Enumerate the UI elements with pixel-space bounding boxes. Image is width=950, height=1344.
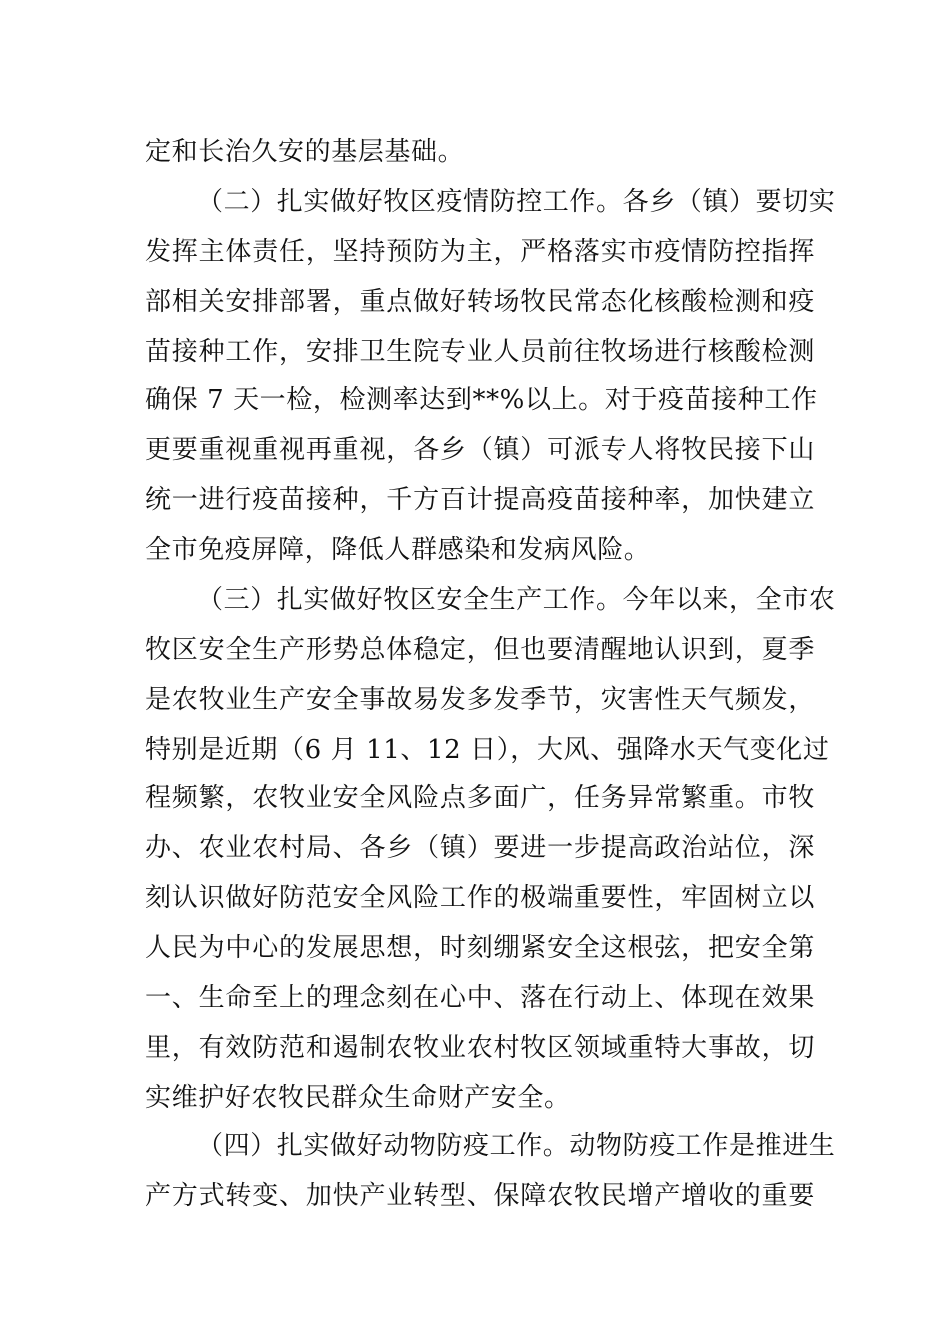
text-line-1: 定和长治久安的基层基础。 bbox=[145, 137, 465, 167]
text-line-16: 刻认识做好防范安全风险工作的极端重要性，牢固树立以 bbox=[145, 883, 815, 913]
text-line-19: 里，有效防范和遏制农牧业农村牧区领域重特大事故，切 bbox=[145, 1033, 815, 1063]
text-line-13: 特别是近期（6 月 11、12 日），大风、强降水天气变化过 bbox=[145, 735, 830, 765]
text-line-11: 牧区安全生产形势总体稳定，但也要清醒地认识到，夏季 bbox=[145, 635, 815, 665]
text-line-5: 苗接种工作，安排卫生院专业人员前往牧场进行核酸检测 bbox=[145, 337, 815, 367]
text-line-15: 办、农业农村局、各乡（镇）要进一步提高政治站位，深 bbox=[145, 833, 815, 863]
text-line-18: 一、生命至上的理念刻在心中、落在行动上、体现在效果 bbox=[145, 983, 815, 1013]
text-line-6: 确保 7 天一检，检测率达到**%以上。对于疫苗接种工作 bbox=[145, 385, 818, 415]
text-line-9: 全市免疫屏障，降低人群感染和发病风险。 bbox=[145, 535, 651, 565]
text-line-21: （四）扎实做好动物防疫工作。动物防疫工作是推进生 bbox=[197, 1131, 836, 1161]
text-line-4: 部相关安排部署，重点做好转场牧民常态化核酸检测和疫 bbox=[145, 287, 815, 317]
text-line-14: 程频繁，农牧业安全风险点多面广，任务异常繁重。市牧 bbox=[145, 783, 815, 813]
text-line-2: （二）扎实做好牧区疫情防控工作。各乡（镇）要切实 bbox=[197, 187, 836, 217]
text-line-10: （三）扎实做好牧区安全生产工作。今年以来，全市农 bbox=[197, 585, 836, 615]
text-line-17: 人民为中心的发展思想，时刻绷紧安全这根弦，把安全第 bbox=[145, 933, 815, 963]
text-line-22: 产方式转变、加快产业转型、保障农牧民增产增收的重要 bbox=[145, 1181, 815, 1211]
text-line-3: 发挥主体责任，坚持预防为主，严格落实市疫情防控指挥 bbox=[145, 237, 815, 267]
text-line-20: 实维护好农牧民群众生命财产安全。 bbox=[145, 1083, 571, 1113]
text-line-8: 统一进行疫苗接种，千方百计提高疫苗接种率，加快建立 bbox=[145, 485, 815, 515]
text-line-12: 是农牧业生产安全事故易发多发季节，灾害性天气频发， bbox=[145, 685, 815, 715]
text-line-7: 更要重视重视再重视，各乡（镇）可派专人将牧民接下山 bbox=[145, 435, 815, 465]
